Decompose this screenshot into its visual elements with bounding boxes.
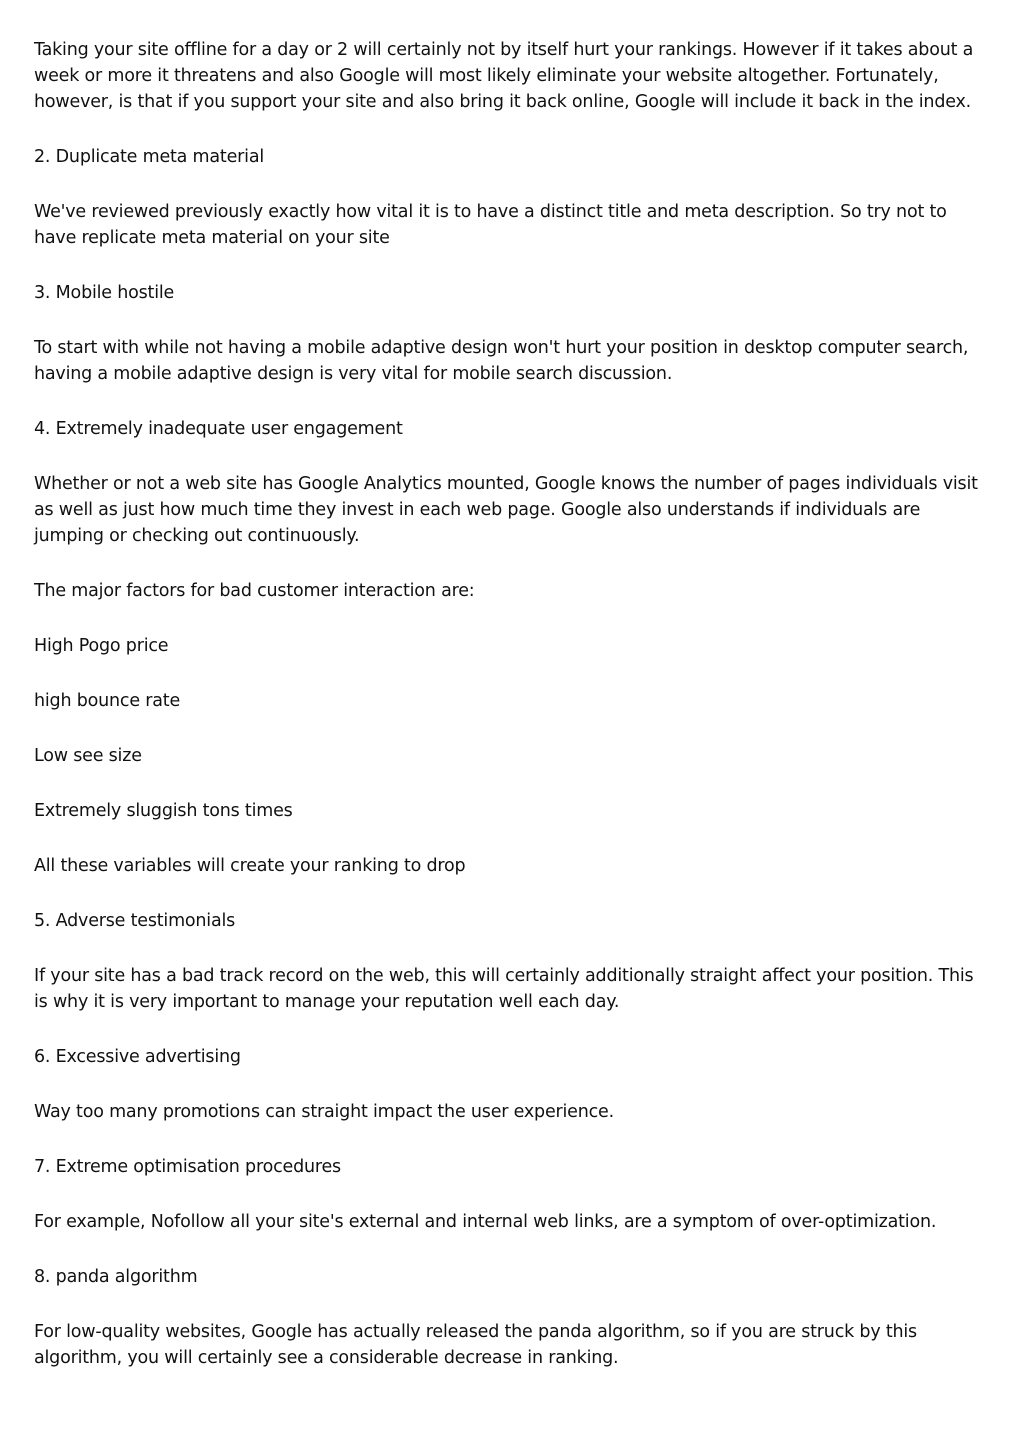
heading-duplicate-meta: 2. Duplicate meta material: [34, 147, 264, 167]
heading-mobile-hostile: 3. Mobile hostile: [34, 283, 175, 303]
factor-item-view-size: Low see size: [34, 746, 142, 766]
heading-excessive-advertising: 6. Excessive advertising: [34, 1047, 241, 1067]
paragraph-extreme-optimisation: For example, Nofollow all your site's external and internal web links, are a symptom of over-optimization.: [34, 1212, 937, 1232]
paragraph-factors-summary: All these variables will create your ranking to drop: [34, 856, 466, 876]
factor-item-pogo: High Pogo price: [34, 636, 169, 656]
paragraph-user-engagement: Whether or not a web site has Google Analytics mounted, Google knows the number of pages individuals visit as well as just how much time they invest in each web page. Google also understands if individuals are jumping or checking out continuously.: [34, 474, 978, 546]
paragraph-mobile-hostile: To start with while not having a mobile adaptive design won't hurt your position in desktop computer search, having a mobile adaptive design is very vital for mobile search discussion.: [34, 338, 969, 384]
paragraph-duplicate-meta: We've reviewed previously exactly how vital it is to have a distinct title and meta description. So try not to have replicate meta material on your site: [34, 202, 947, 248]
paragraph-offline-intro: Taking your site offline for a day or 2 will certainly not by itself hurt your rankings. However if it takes about a week or more it threatens and also Google will most likely eliminate your website altogether. Fortunately, however, is that if you support your site and also bring it back online, Google will include it back in the index.: [34, 40, 974, 112]
heading-extreme-optimisation: 7. Extreme optimisation procedures: [34, 1157, 341, 1177]
paragraph-panda-algorithm: For low-quality websites, Google has actually released the panda algorithm, so if you are struck by this algorithm, you will certainly see a considerable decrease in ranking.: [34, 1322, 917, 1368]
heading-user-engagement: 4. Extremely inadequate user engagement: [34, 419, 403, 439]
heading-panda-algorithm: 8. panda algorithm: [34, 1267, 198, 1287]
paragraph-adverse-testimonials: If your site has a bad track record on the web, this will certainly additionally straight affect your position. This is why it is very important to manage your reputation well each day.: [34, 966, 974, 1012]
paragraph-factors-intro: The major factors for bad customer interaction are:: [34, 581, 475, 601]
document-body: [34, 37, 984, 1400]
factor-item-load-times: Extremely sluggish tons times: [34, 801, 293, 821]
paragraph-excessive-advertising: Way too many promotions can straight impact the user experience.: [34, 1102, 614, 1122]
factor-item-bounce: high bounce rate: [34, 691, 181, 711]
heading-adverse-testimonials: 5. Adverse testimonials: [34, 911, 236, 931]
